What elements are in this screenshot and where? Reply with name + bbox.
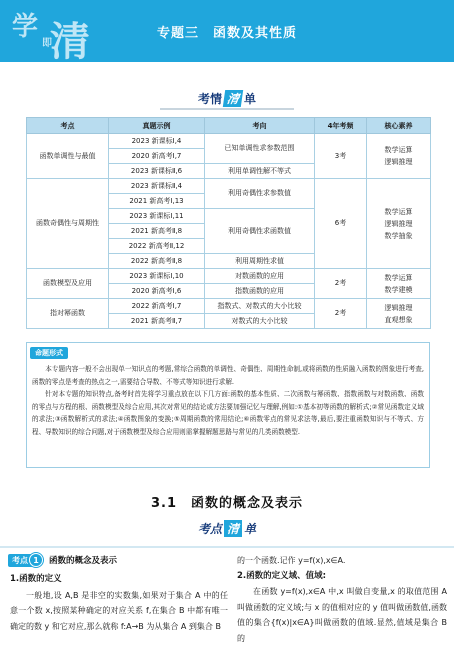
frequency-cell: 2考 <box>315 269 367 299</box>
table-row <box>27 134 431 149</box>
exam-cell: 2023 新课标Ⅰ,11 <box>109 209 205 224</box>
definition-text: 一般地,设 A,B 是非空的实数集,如果对于集合 A 中的任意一个数 x,按照某种确定的对应关系 f,在集合 B 中都有唯一确定的数 y 和它对应,那么就称 f:A→B 为从集合 A 到集合 B <box>10 590 228 631</box>
column-header: 真题示例 <box>109 118 205 134</box>
point-cell: 函数单调性与最值 <box>27 134 109 179</box>
direction-cell: 对数函数的应用 <box>205 269 315 284</box>
literacy-item: 数学运算 <box>384 207 413 216</box>
exam-cell: 2023 新课标Ⅰ,4 <box>109 134 205 149</box>
frequency-cell: 2考 <box>315 299 367 329</box>
kaodian-heading <box>0 518 454 537</box>
direction-cell: 对数式的大小比较 <box>205 314 315 329</box>
literacy-item: 逻辑推理 <box>384 158 413 166</box>
definition-continued: 的一个函数.记作 y=f(x),x∈A. <box>237 556 346 565</box>
exam-cell: 2021 新高考Ⅱ,8 <box>109 224 205 239</box>
mingti-paragraph-1: 本专题内容一般不会出现单一知识点的考题,常综合函数的单调性、奇偶性、周期性命制,或将函数的性质融入函数的图象进行考查,函数的零点是考查的热点之一,需要结合导数、不等式等知识进行求解. <box>32 365 424 386</box>
literacy-cell <box>367 134 431 179</box>
logo-char-2: 即 <box>42 38 52 49</box>
direction-cell: 利用奇偶性求函数值 <box>205 209 315 254</box>
topic-title: 专题三 函数及其性质 <box>156 26 297 41</box>
kaoqing-heading <box>0 88 454 107</box>
kaodian-heading-a: 考点 <box>197 522 222 536</box>
direction-cell: 利用周期性求值 <box>205 254 315 269</box>
direction-cell: 指数函数的应用 <box>205 284 315 299</box>
mingti-paragraph-2: 针对本专题的知识特点,备考时首先将学习重点放在以下几方面:函数的基本性质、二次函数与幂函数、指数函数与对数函数、函数的零点与方程的根、函数模型及综合应用,其次对常见的结论或方法要加强记忆与理解,例如:①基本初等函数的解析式;②常见函数定义域的求法;③函数解析式的求法;④函数图象的变换;⑤周期函数的常用结论;⑥函数零点的常见求法等,最后,要注重函数知识与不等式、方程、导数知识的综合问题,对于函数模型及综合应用则需掌握解题思路与常见的几类函数模型. <box>32 390 424 436</box>
literacy-item: 数学运算 <box>384 146 413 154</box>
frequency-cell: 3考 <box>315 134 367 179</box>
point-cell: 指对幂函数 <box>27 299 109 329</box>
table-header-row <box>27 118 431 134</box>
exam-matrix-table <box>26 117 431 329</box>
table-row <box>27 179 431 194</box>
literacy-item: 直观想象 <box>384 315 413 324</box>
mingti-label: 命题形式 <box>30 347 68 359</box>
header-banner <box>0 0 454 65</box>
direction-cell: 利用单调性解不等式 <box>205 164 315 179</box>
kaodian-heading-b: 单 <box>244 522 257 536</box>
direction-cell: 已知单调性求参数范围 <box>205 134 315 164</box>
column-header: 核心素养 <box>367 118 431 134</box>
kaodian-1-heading <box>8 553 117 567</box>
direction-cell: 利用奇偶性求参数值 <box>205 179 315 209</box>
frequency-cell: 6考 <box>315 179 367 269</box>
exam-cell: 2023 新课标Ⅰ,10 <box>109 269 205 284</box>
logo-char-1: 学 <box>12 12 39 42</box>
exam-cell: 2023 新课标Ⅱ,4 <box>109 179 205 194</box>
literacy-item: 逻辑推理 <box>384 219 413 228</box>
section-title: 3.1 函数的概念及表示 <box>150 496 304 511</box>
kaodian-divider <box>0 546 454 548</box>
literacy-item: 数学抽象 <box>384 231 413 240</box>
right-column <box>237 553 447 646</box>
exam-cell: 2021 新高考Ⅱ,7 <box>109 314 205 329</box>
domain-range-subtitle: 2.函数的定义域、值域: <box>237 570 327 581</box>
literacy-cell <box>367 269 431 299</box>
column-header: 4年考频 <box>315 118 367 134</box>
column-header: 考向 <box>205 118 315 134</box>
direction-cell: 指数式、对数式的大小比较 <box>205 299 315 314</box>
mingti-box <box>26 342 430 468</box>
kaodian-badge: 考点 <box>8 554 32 567</box>
domain-range-text: 在函数 y=f(x),x∈A 中,x 叫做自变量,x 的取值范围 A 叫做函数的定义域;与 x 的值相对应的 y 值叫做函数值,函数值的集合{f(x)|x∈A}叫做函数的值域.显然,值域是集合 B 的 <box>237 587 447 643</box>
logo-char-3: 清 <box>50 18 90 65</box>
left-column <box>10 572 228 634</box>
exam-cell: 2022 新高考Ⅱ,8 <box>109 254 205 269</box>
table-row <box>27 299 431 314</box>
exam-cell: 2022 新高考Ⅰ,7 <box>109 299 205 314</box>
exam-cell: 2023 新课标Ⅱ,6 <box>109 164 205 179</box>
literacy-item: 数学运算 <box>384 273 413 282</box>
kaoqing-heading-a: 考情 <box>197 92 222 106</box>
kaodian-heading-highlight: 清 <box>224 520 242 537</box>
point-cell: 函数奇偶性与周期性 <box>27 179 109 269</box>
exam-cell: 2020 新高考Ⅰ,6 <box>109 284 205 299</box>
column-header: 考点 <box>27 118 109 134</box>
point-cell: 函数模型及应用 <box>27 269 109 299</box>
exam-cell: 2022 新高考Ⅱ,12 <box>109 239 205 254</box>
literacy-item: 数学建模 <box>384 285 413 294</box>
literacy-cell <box>367 299 431 329</box>
kaodian-number: 1 <box>29 553 43 567</box>
table-row <box>27 269 431 284</box>
kaoqing-heading-highlight: 清 <box>223 90 243 107</box>
kaodian-name: 函数的概念及表示 <box>49 556 118 566</box>
literacy-item: 逻辑推理 <box>384 303 413 312</box>
definition-subtitle: 1.函数的定义 <box>10 574 62 584</box>
kaoqing-heading-b: 单 <box>244 92 257 106</box>
exam-cell: 2020 新高考Ⅰ,7 <box>109 149 205 164</box>
exam-cell: 2021 新高考Ⅰ,13 <box>109 194 205 209</box>
literacy-cell <box>367 179 431 269</box>
heading-underline <box>160 108 294 110</box>
